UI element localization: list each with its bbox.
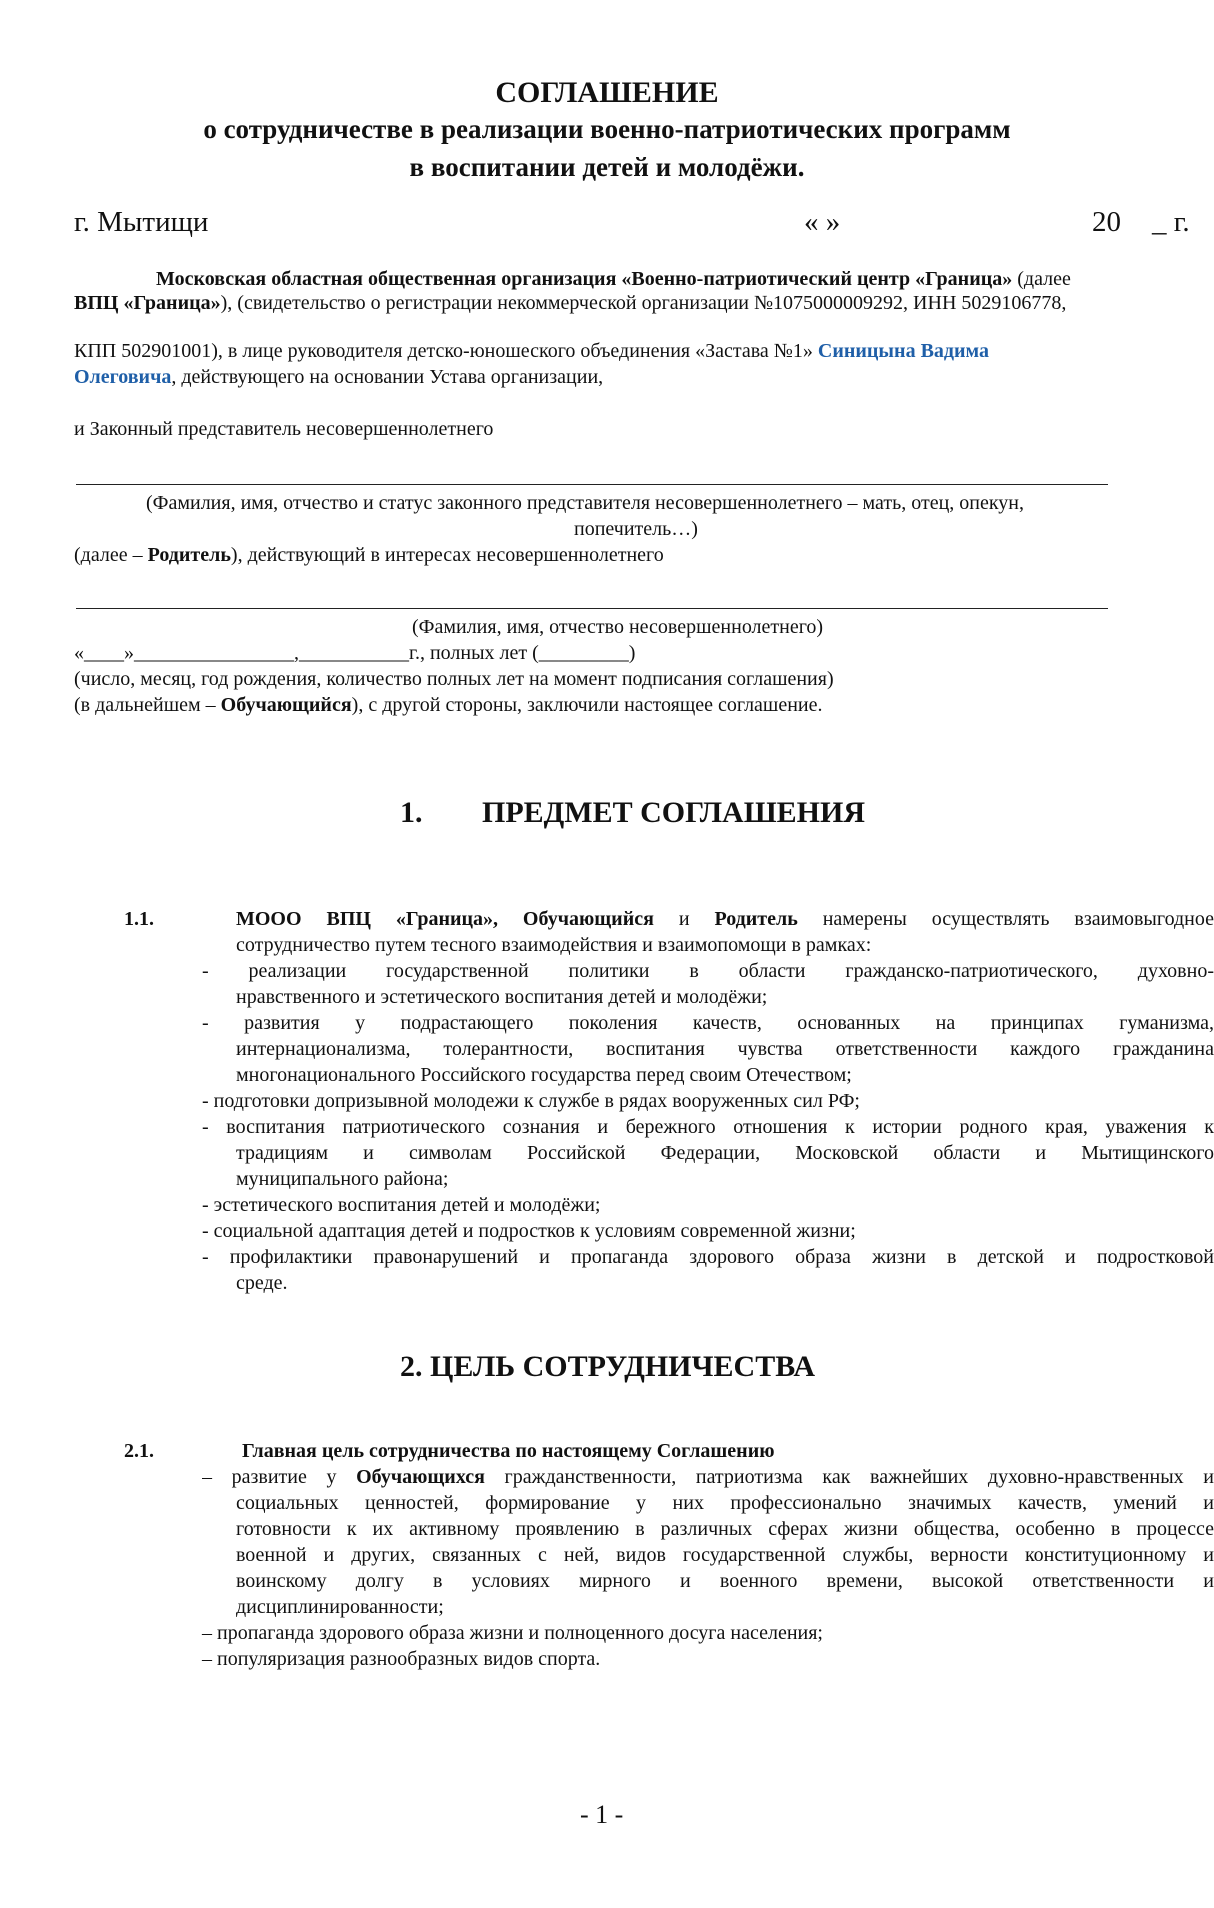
goal-line: военной и других, связанных с ней, видов государственной службы, верности конституционному и — [236, 1544, 1214, 1566]
student-term: Обучающийся — [220, 694, 352, 716]
doc-title: СОГЛАШЕНИЕ — [495, 76, 719, 109]
clause-and: и — [653, 908, 715, 930]
list-item-continued: муниципального района; — [236, 1168, 449, 1190]
list-item-continued: многонационального Российского государства перед своим Отечеством; — [236, 1064, 852, 1086]
list-item-continued: нравственного и эстетического воспитания детей и молодёжи; — [236, 986, 768, 1008]
goal-line: воинскому долгу в условиях мирного и военного времени, высокой ответственности и — [236, 1570, 1214, 1592]
list-item-continued: среде. — [236, 1272, 288, 1294]
list-item-continued: интернационализма, толерантности, воспитания чувства ответственности каждого гражданина — [236, 1038, 1214, 1060]
parent-term: Родитель — [147, 544, 231, 566]
clause-parties: МООО ВПЦ «Граница», Обучающийся — [236, 908, 654, 930]
clause-1-1-line-1 — [236, 906, 1214, 932]
parent-line — [74, 542, 664, 568]
intro-line-3 — [74, 338, 989, 364]
goal-line: дисциплинированности; — [236, 1596, 444, 1618]
clause-2-1-title: Главная цель сотрудничества по настоящему Соглашению — [242, 1440, 775, 1462]
org-name: Московская областная общественная организация «Военно-патриотический центр «Граница» — [156, 268, 1013, 290]
goal-line: социальных ценностей, формирование у них профессионально значимых качеств, умений и — [236, 1492, 1214, 1514]
rep-caption-2: попечитель…) — [574, 518, 698, 540]
section-2-heading: 2. ЦЕЛЬ СОТРУДНИЧЕСТВА — [400, 1350, 816, 1383]
clause-1-1-line-2: сотрудничество путем тесного взаимодействия и взаимопомощи в рамках: — [236, 934, 872, 956]
goal-text: гражданственности, патриотизма как важнейших духовно-нравственных и — [484, 1466, 1214, 1488]
intro-line-4-rest: , действующего на основании Устава организации, — [171, 366, 604, 388]
list-item: - социальной адаптация детей и подростков к условиям современной жизни; — [202, 1220, 856, 1242]
student-line-c: ), с другой стороны, заключили настоящее соглашение. — [351, 694, 823, 716]
rep-name-blank — [76, 484, 1108, 485]
city: г. Мытищи — [74, 206, 209, 238]
student-line-a: (в дальнейшем – — [74, 694, 221, 716]
page-number: - 1 - — [580, 1800, 624, 1829]
intro-line-3-text: КПП 502901001), в лице руководителя детско-юношеского объединения «Застава №1» — [74, 340, 813, 362]
list-item: – популяризация разнообразных видов спорта. — [202, 1648, 601, 1670]
list-item: - подготовки допризывной молодежи к службе в рядах вооруженных сил РФ; — [202, 1090, 860, 1112]
leader-name-first: Синицына Вадима — [812, 340, 990, 362]
date-year-suffix: _ г. — [1152, 206, 1190, 238]
clause-2-1-number: 2.1. — [124, 1440, 154, 1462]
dob-line: «____»________________,___________г., полных лет (_________) — [74, 642, 636, 664]
parent-line-c: ), действующий в интересах несовершеннолетнего — [230, 544, 664, 566]
list-item: - воспитания патриотического сознания и бережного отношения к истории родного края, уважения к — [202, 1116, 1214, 1138]
clause-parent: Родитель — [714, 908, 798, 930]
section-1-heading: ПРЕДМЕТ СОГЛАШЕНИЯ — [482, 796, 866, 829]
org-tail: (далее — [1012, 268, 1071, 290]
list-item: - реализации государственной политики в области гражданско-патриотического, духовно- — [202, 960, 1214, 982]
list-item: - развития у подрастающего поколения качеств, основанных на принципах гуманизма, — [202, 1012, 1214, 1034]
dob-caption: (число, месяц, год рождения, количество полных лет на момент подписания соглашения) — [74, 668, 834, 690]
list-item: - профилактики правонарушений и пропаганда здорового образа жизни в детской и подростковой — [202, 1246, 1214, 1268]
list-item: – пропаганда здорового образа жизни и полноценного досуга населения; — [202, 1622, 823, 1644]
section-1-number: 1. — [400, 796, 423, 829]
date-quotes: « » — [804, 206, 841, 238]
legal-rep-line: и Законный представитель несовершеннолетнего — [74, 418, 494, 440]
goal-line-1 — [202, 1464, 1214, 1490]
intro-line-2-rest: ), (свидетельство о регистрации некоммерческой организации №1075000009292, ИНН 5029106778, — [220, 292, 1067, 314]
clause-1-1-tail: намерены осуществлять взаимовыгодное — [797, 908, 1214, 930]
goal-dash: – развитие у — [202, 1466, 357, 1488]
doc-subtitle-1: о сотрудничестве в реализации военно-патриотических программ — [203, 114, 1011, 144]
parent-line-a: (далее – — [74, 544, 148, 566]
doc-subtitle-2: в воспитании детей и молодёжи. — [409, 152, 805, 182]
list-item: - эстетического воспитания детей и молодёжи; — [202, 1194, 601, 1216]
intro-line-4 — [74, 364, 603, 390]
goal-students: Обучающихся — [356, 1466, 485, 1488]
list-item-continued: традициям и символам Российской Федерации, Московской области и Мытищинского — [236, 1142, 1214, 1164]
date-year: 20 — [1092, 206, 1121, 238]
org-short-name: ВПЦ «Граница» — [74, 292, 221, 314]
goal-line: готовности к их активному проявлению в различных сферах жизни общества, особенно в процессе — [236, 1518, 1214, 1540]
intro-line-1 — [156, 266, 1071, 292]
minor-name-blank — [76, 608, 1108, 609]
intro-line-2 — [74, 290, 1066, 316]
student-line — [74, 692, 823, 718]
clause-1-1-number: 1.1. — [124, 908, 154, 930]
minor-caption: (Фамилия, имя, отчество несовершеннолетнего) — [412, 616, 824, 638]
leader-name-patronymic: Олеговича — [74, 366, 172, 388]
rep-caption-1: (Фамилия, имя, отчество и статус законного представителя несовершеннолетнего – мать, отец, опекун, — [146, 492, 1024, 514]
